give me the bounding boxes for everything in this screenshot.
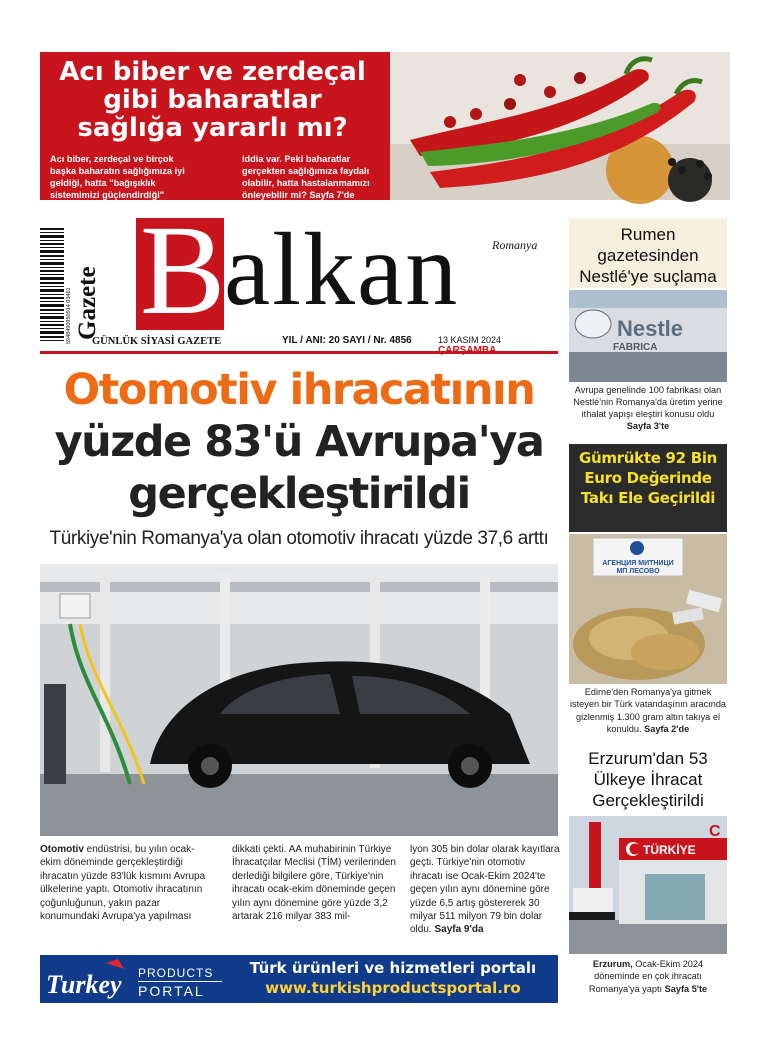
banner-text-col2: iddia var. Peki baharatlar gerçekten sağlığımıza faydalı olabilir, hatta hastalanmamızı önleyebilir mi? Sayfa 7'de [242,154,370,200]
romanya-label: Romanya [492,238,538,252]
headline-line1: Otomotiv ihracatının [63,365,535,415]
sidebar-story1-ref: Sayfa 3'te [626,421,670,431]
headline-line3: gerçekleştirildi [128,469,470,519]
ad-logo [40,955,225,1003]
article-page-ref: Sayfa 9'da [434,924,484,936]
chili-peppers-photo [390,52,730,200]
car-factory-photo [40,564,558,836]
masthead [40,199,558,358]
turkiye-sign-corner: C [709,823,721,840]
sidebar-story3-lead: Erzurum, [592,959,633,969]
sidebar [569,218,727,1018]
issue-number: YIL / ANI: 20 SAYI / Nr. 4856 [282,335,412,346]
sidebar-story1-caption: Avrupa genelinde 100 fabrikası olan Nestlé'nin Romanya'da üretim yerine ithalat yapışı eleştiri konusu oldu Sayfa 3'te [573,385,723,431]
ad-url[interactable]: www.turkishproductsportal.ro [265,979,521,997]
sidebar-story3-caption: Erzurum, Ocak-Ekim 2024 döneminde en çok ihracatı Romanya'ya yaptı Sayfa 5'te [588,959,708,994]
gazete-label: Gazete [74,266,101,340]
article-col2: dikkati çekti. AA muhabirinin Türkiye İhracatçılar Meclisi (TİM) verilerinden derlediği bilgilere göre, Türkiye'nin ihracatı ocak-ekim döneminde geçen yılın aynı dönemine göre yüzde 3,2 artarak 216 milyar 383 mil- [232,844,396,923]
article-col1: Otomotiv endüstrisi, bu yılın ocak-ekim döneminde gerçekleştirdiği ihracatın yüzde 83'lük kısmını Avrupa ülkelerine yaptı. Otomotiv ihracatının çoğunluğunun, yakın pazar konumundaki Avrupa'ya yapılması [40,844,206,923]
turkey-products-portal-ad[interactable] [40,955,558,1003]
article-col3: lyon 305 bin dolar olarak kayıtlara geçti. Türkiye'nin otomotiv ihracatı ise Ocak-Ekim 2024'te geçen yılın aynı dönemine göre yüzde 6,5 artış göstererek 30 milyar 511 milyon 79 bin dolar oldu. Sayfa 9'da [410,844,560,936]
subheadline: Türkiye'nin Romanya'ya olan otomotiv ihracatı yüzde 37,6 arttı [49,528,549,549]
seized-jewelry-photo [569,534,727,684]
sidebar-story2-title[interactable]: Gümrükte 92 Bin Euro Değerinde Takı Ele Geçirildi [569,444,727,532]
ad-text [228,958,558,998]
ad-logo-portal: PORTAL [138,983,205,999]
sidebar-story1-title[interactable]: Rumen gazetesinden Nestlé'ye suçlama [569,218,727,288]
top-banner[interactable] [40,52,730,212]
masthead-rule [40,351,558,354]
turkiye-sign-text: TÜRKİYE [643,843,696,857]
sidebar-story2-caption: Edirne'den Romanya'ya gitmek isteyen bir Türk vatandaşının aracında gizlenmiş 1.300 gram altın takıya el konuldu. Sayfa 2'de [569,687,727,735]
main-headline[interactable] [40,364,558,520]
article-lead-word: Otomotiv [40,844,84,855]
logo-letter-b: B [140,199,226,341]
nestle-sign-sub: FABRICA [613,342,658,353]
sidebar-story3-title[interactable]: Erzurum'dan 53 Ülkeye İhracat Gerçekleştirildi [569,746,727,816]
barcode-number: 5948490950914 03461 [66,287,72,344]
logo-wordmark: alkan [224,212,460,327]
customs-sign-line2: МП ЛЕСОВО [616,568,660,575]
issue-date: 13 KASIM 2024 [438,335,558,356]
ad-logo-script: Turkey [46,970,122,999]
tagline: GÜNLÜK SİYASİ GAZETE [92,336,222,347]
barcode [40,226,72,344]
customs-sign-line1: АГЕНЦИЯ МИТНИЦИ [602,560,674,567]
sidebar-story2-ref: Sayfa 2'de [644,724,690,735]
sidebar-story3-ref: Sayfa 5'te [664,983,708,994]
ad-logo-products: PRODUCTS [138,966,214,980]
ad-tagline: Türk ürünleri ve hizmetleri portalı [249,959,537,977]
banner-title: Acı biber ve zerdeçal gibi baharatlar sağlığa yararlı mı? [59,57,366,143]
nestle-factory-photo [569,290,727,382]
customs-border-photo [569,816,727,954]
headline-line2: yüzde 83'ü Avrupa'ya [54,417,544,467]
banner-text-col1: Acı biber, zerdeçal ve birçok başka baharatın sağlığımıza iyi geldiği, hatta "bağışıklık sistemimizi güçlendirdiği" yönünde birçok [50,154,185,212]
nestle-sign-text: Nestle [617,316,684,341]
